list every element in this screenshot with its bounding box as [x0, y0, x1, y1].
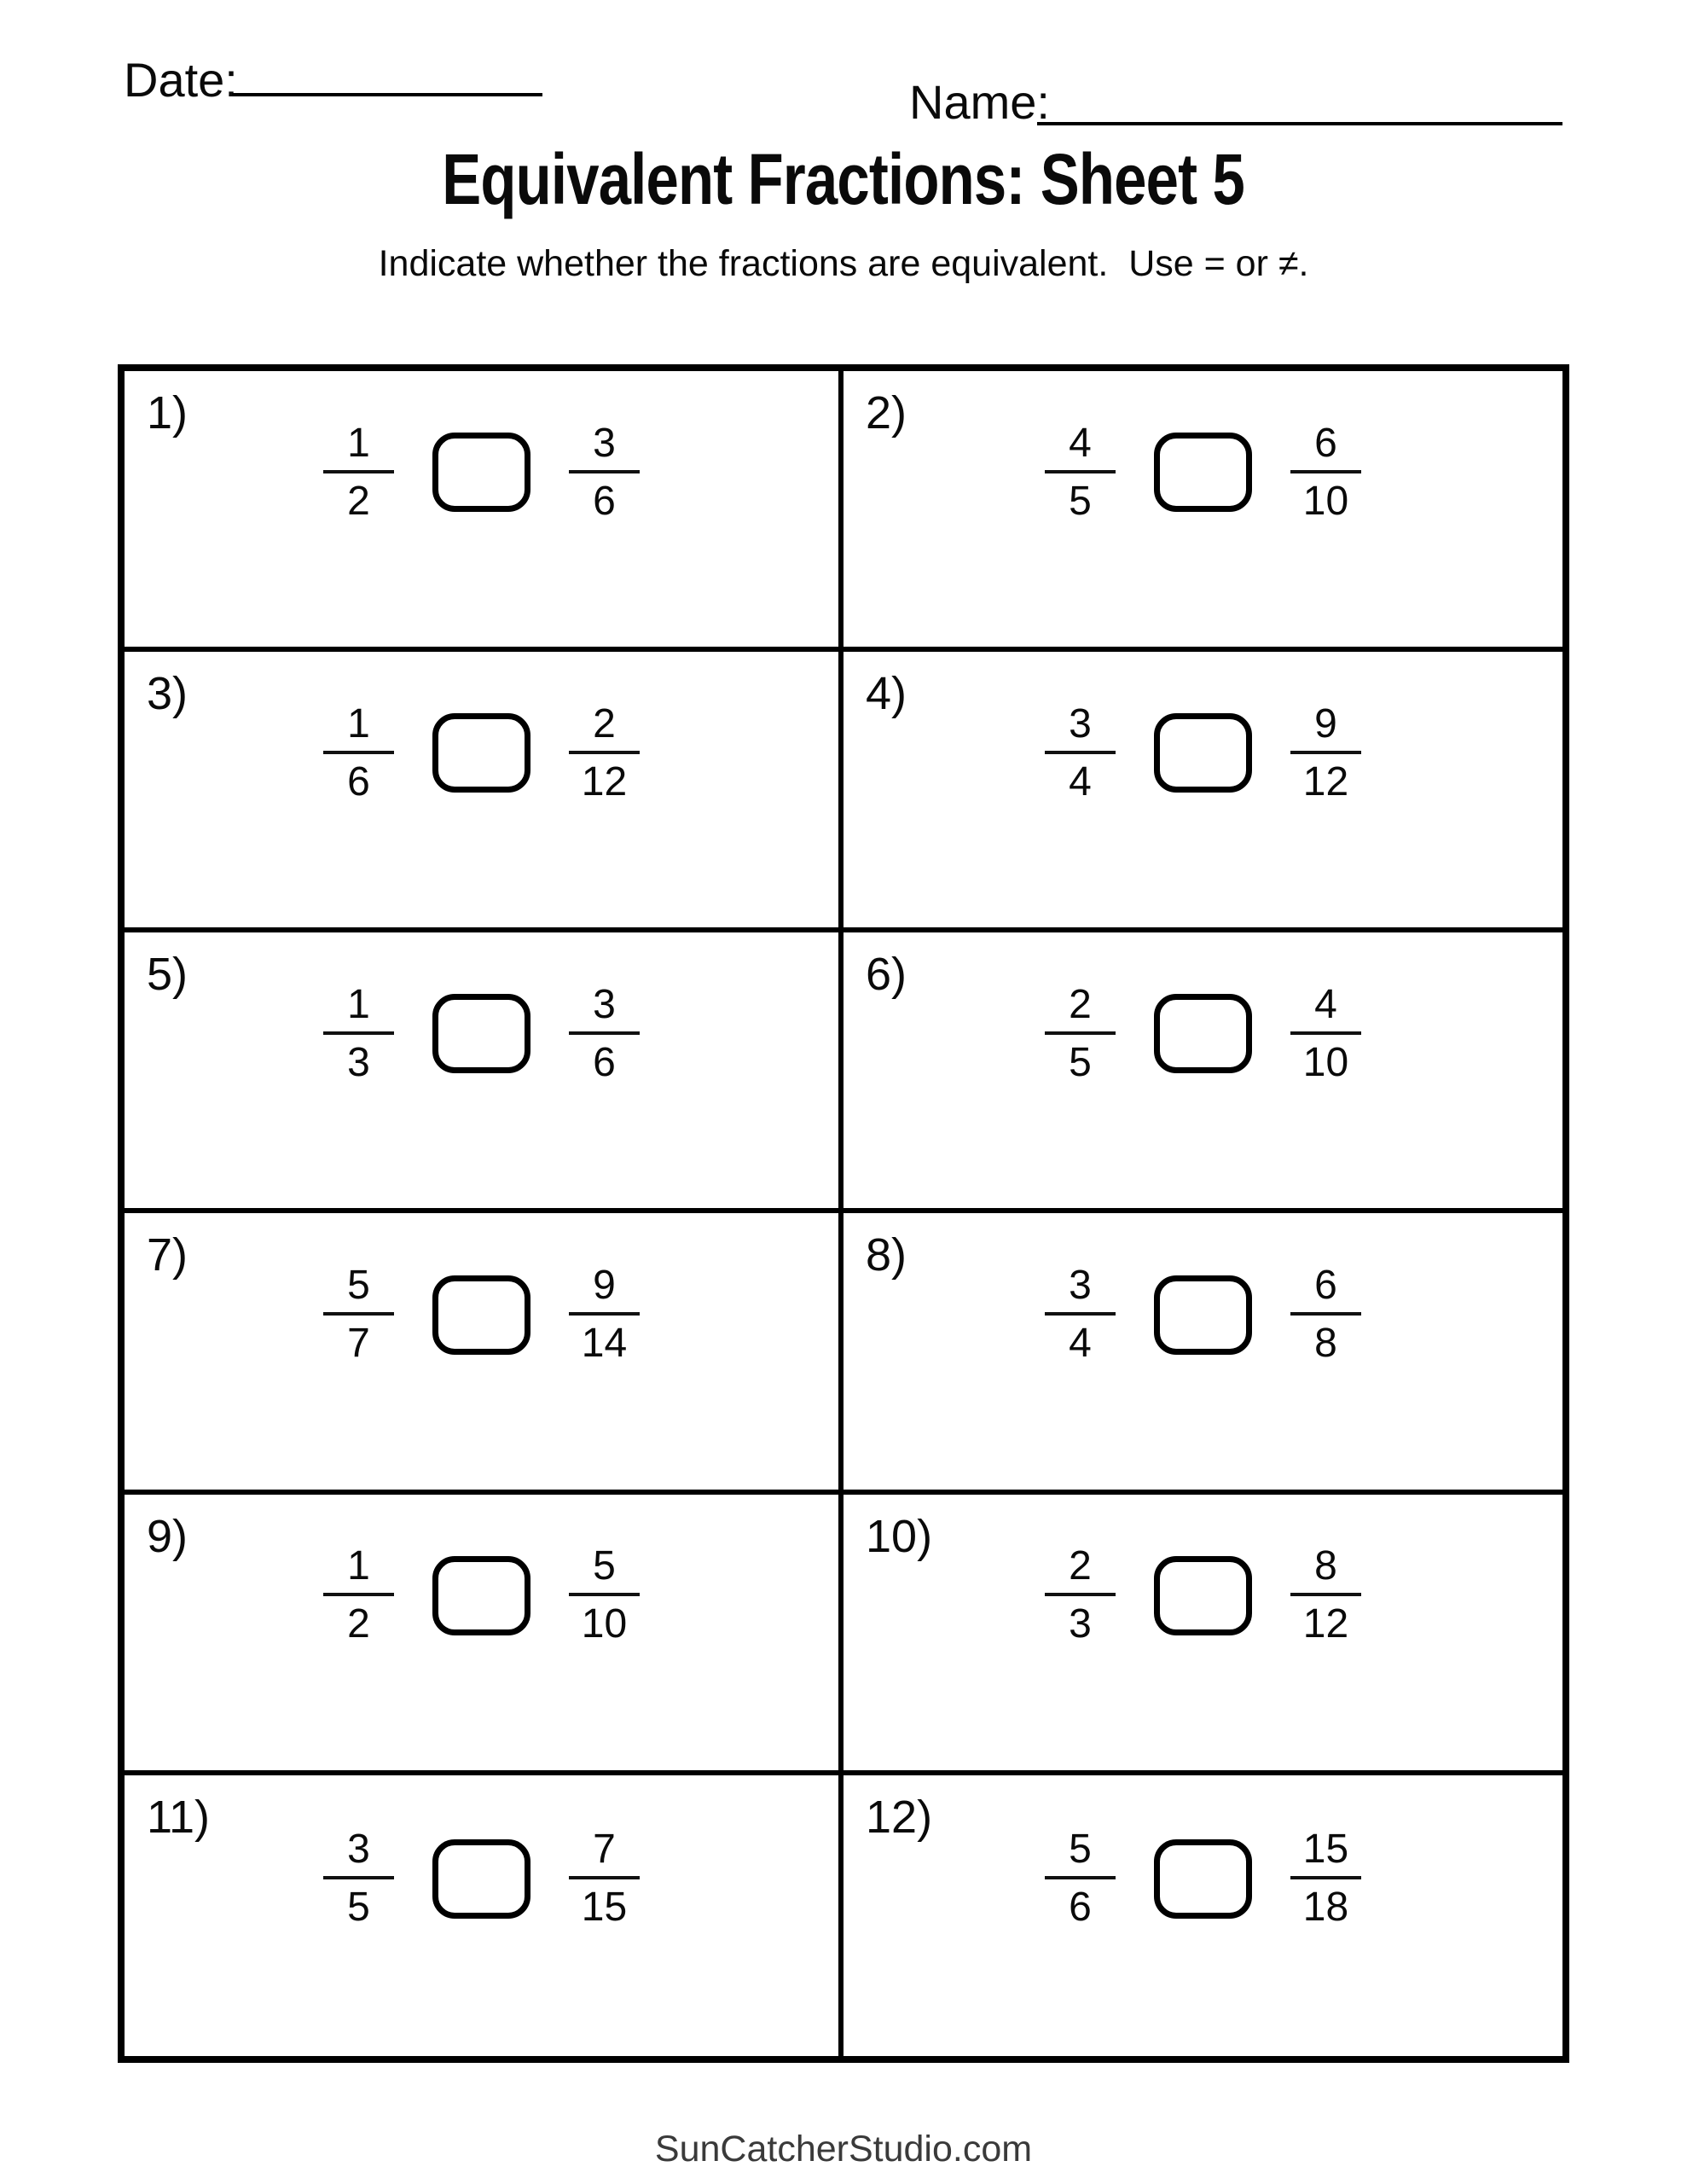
fraction-left-numerator: 3	[1069, 700, 1092, 746]
instructions-row	[0, 244, 1687, 284]
answer-box[interactable]	[1154, 713, 1252, 793]
answer-box[interactable]	[1154, 994, 1252, 1073]
fraction-right-denominator: 10	[581, 1601, 628, 1647]
fraction-left-numerator: 4	[1069, 420, 1092, 466]
fraction-left-numerator: 3	[347, 1827, 370, 1873]
fraction-right-numerator: 2	[593, 700, 616, 746]
fraction-right	[1290, 981, 1361, 1085]
title-row	[0, 139, 1687, 219]
problem-cell	[844, 652, 1562, 932]
fraction-left-numerator: 2	[1069, 981, 1092, 1027]
problem-row	[844, 371, 1562, 647]
fraction-right-numerator: 5	[593, 1543, 616, 1589]
site-credit: SunCatcherStudio.com	[654, 2129, 1033, 2169]
fraction-right-denominator: 15	[581, 1885, 628, 1931]
problem-cell	[125, 1495, 844, 1775]
name-input-line[interactable]	[1037, 122, 1562, 125]
problems-grid	[118, 364, 1569, 2063]
fraction-right	[569, 1263, 640, 1367]
fraction-left-denominator: 7	[347, 1321, 370, 1367]
answer-box[interactable]	[432, 994, 530, 1073]
problem-cell	[844, 1213, 1562, 1494]
fraction-right-numerator: 9	[1314, 700, 1337, 746]
fraction-left-numerator: 5	[1069, 1827, 1092, 1873]
problem-number: 4)	[866, 668, 907, 720]
answer-box[interactable]	[432, 433, 530, 512]
fraction-right-numerator: 9	[593, 1263, 616, 1309]
instructions-text: Indicate whether the fractions are equivalent. Use = or ≠.	[378, 243, 1309, 284]
answer-box[interactable]	[432, 713, 530, 793]
fraction-right	[569, 700, 640, 804]
fraction-left-denominator: 3	[1069, 1601, 1092, 1647]
fraction-left-denominator: 4	[1069, 758, 1092, 804]
fraction-right-numerator: 15	[1302, 1827, 1349, 1873]
name-label: Name:	[909, 75, 1050, 129]
fraction-right-denominator: 6	[593, 1039, 616, 1085]
fraction-left	[1045, 700, 1116, 804]
fraction-right-numerator: 6	[1314, 420, 1337, 466]
date-input-line[interactable]	[232, 93, 542, 96]
problem-number: 2)	[866, 387, 907, 439]
fraction-right	[1290, 1827, 1361, 1931]
fraction-right-numerator: 7	[593, 1827, 616, 1873]
fraction-right-numerator: 6	[1314, 1263, 1337, 1309]
problem-number: 1)	[147, 387, 188, 439]
fraction-left-numerator: 1	[347, 700, 370, 746]
fraction-right-denominator: 6	[593, 478, 616, 524]
problem-row	[125, 371, 838, 647]
fraction-right-numerator: 3	[593, 981, 616, 1027]
fraction-right-numerator: 3	[593, 420, 616, 466]
problem-row	[844, 932, 1562, 1208]
fraction-right-denominator: 12	[1302, 1601, 1349, 1647]
problem-number: 9)	[147, 1510, 188, 1562]
answer-box[interactable]	[432, 1839, 530, 1919]
problem-cell	[844, 1495, 1562, 1775]
fraction-right	[569, 981, 640, 1085]
fraction-left	[323, 420, 394, 524]
problem-number: 7)	[147, 1229, 188, 1281]
problem-cell	[125, 371, 844, 652]
problem-number: 12)	[866, 1791, 933, 1843]
problem-number: 10)	[866, 1510, 933, 1562]
fraction-right-numerator: 8	[1314, 1543, 1337, 1589]
problem-row	[125, 1495, 838, 1770]
problem-row	[125, 1775, 838, 2056]
fraction-left-denominator: 6	[347, 758, 370, 804]
fraction-right-denominator: 10	[1302, 478, 1349, 524]
fraction-left-numerator: 2	[1069, 1543, 1092, 1589]
fraction-left	[1045, 981, 1116, 1085]
date-label: Date:	[124, 53, 238, 107]
problem-number: 5)	[147, 949, 188, 1001]
answer-box[interactable]	[1154, 1839, 1252, 1919]
fraction-left-denominator: 6	[1069, 1885, 1092, 1931]
footer	[0, 2131, 1687, 2168]
fraction-right	[569, 420, 640, 524]
answer-box[interactable]	[432, 1275, 530, 1355]
fraction-left	[1045, 1827, 1116, 1931]
fraction-left-denominator: 3	[347, 1039, 370, 1085]
fraction-right-numerator: 4	[1314, 981, 1337, 1027]
fraction-left	[323, 700, 394, 804]
problem-row	[125, 652, 838, 927]
fraction-right	[1290, 700, 1361, 804]
fraction-left-denominator: 5	[1069, 1039, 1092, 1085]
fraction-right	[1290, 1263, 1361, 1367]
fraction-left	[323, 1263, 394, 1367]
problem-cell	[844, 932, 1562, 1213]
fraction-left	[323, 1827, 394, 1931]
answer-box[interactable]	[1154, 433, 1252, 512]
problem-row	[844, 652, 1562, 927]
fraction-right-denominator: 12	[581, 758, 628, 804]
fraction-left-denominator: 2	[347, 1601, 370, 1647]
problem-cell	[125, 1213, 844, 1494]
fraction-right-denominator: 18	[1302, 1885, 1349, 1931]
answer-box[interactable]	[1154, 1275, 1252, 1355]
problem-number: 3)	[147, 668, 188, 720]
fraction-left	[323, 1543, 394, 1647]
fraction-right	[1290, 420, 1361, 524]
problem-cell	[125, 652, 844, 932]
fraction-right	[1290, 1543, 1361, 1647]
problem-row	[125, 1213, 838, 1489]
fraction-left-numerator: 1	[347, 1543, 370, 1589]
fraction-left	[323, 981, 394, 1085]
problem-row	[125, 932, 838, 1208]
fraction-right-denominator: 10	[1302, 1039, 1349, 1085]
problem-cell	[844, 371, 1562, 652]
problem-cell	[125, 932, 844, 1213]
fraction-left	[1045, 420, 1116, 524]
fraction-right	[569, 1543, 640, 1647]
fraction-left-numerator: 1	[347, 420, 370, 466]
fraction-right-denominator: 14	[581, 1321, 628, 1367]
fraction-left	[1045, 1263, 1116, 1367]
problem-number: 11)	[147, 1791, 211, 1843]
answer-box[interactable]	[1154, 1556, 1252, 1635]
fraction-right-denominator: 8	[1314, 1321, 1337, 1367]
problem-row	[844, 1495, 1562, 1770]
fraction-left-denominator: 5	[347, 1885, 370, 1931]
fraction-left-numerator: 5	[347, 1263, 370, 1309]
fraction-left-numerator: 3	[1069, 1263, 1092, 1309]
fraction-left-denominator: 2	[347, 478, 370, 524]
fraction-right	[569, 1827, 640, 1931]
problem-cell	[844, 1775, 1562, 2056]
problem-cell	[125, 1775, 844, 2056]
problem-row	[844, 1213, 1562, 1489]
problem-row	[844, 1775, 1562, 2056]
problem-number: 6)	[866, 949, 907, 1001]
answer-box[interactable]	[432, 1556, 530, 1635]
fraction-right-denominator: 12	[1302, 758, 1349, 804]
fraction-left-denominator: 5	[1069, 478, 1092, 524]
fraction-left	[1045, 1543, 1116, 1647]
problem-number: 8)	[866, 1229, 907, 1281]
fraction-left-denominator: 4	[1069, 1321, 1092, 1367]
page-title: Equivalent Fractions: Sheet 5	[442, 139, 1245, 219]
fraction-left-numerator: 1	[347, 981, 370, 1027]
